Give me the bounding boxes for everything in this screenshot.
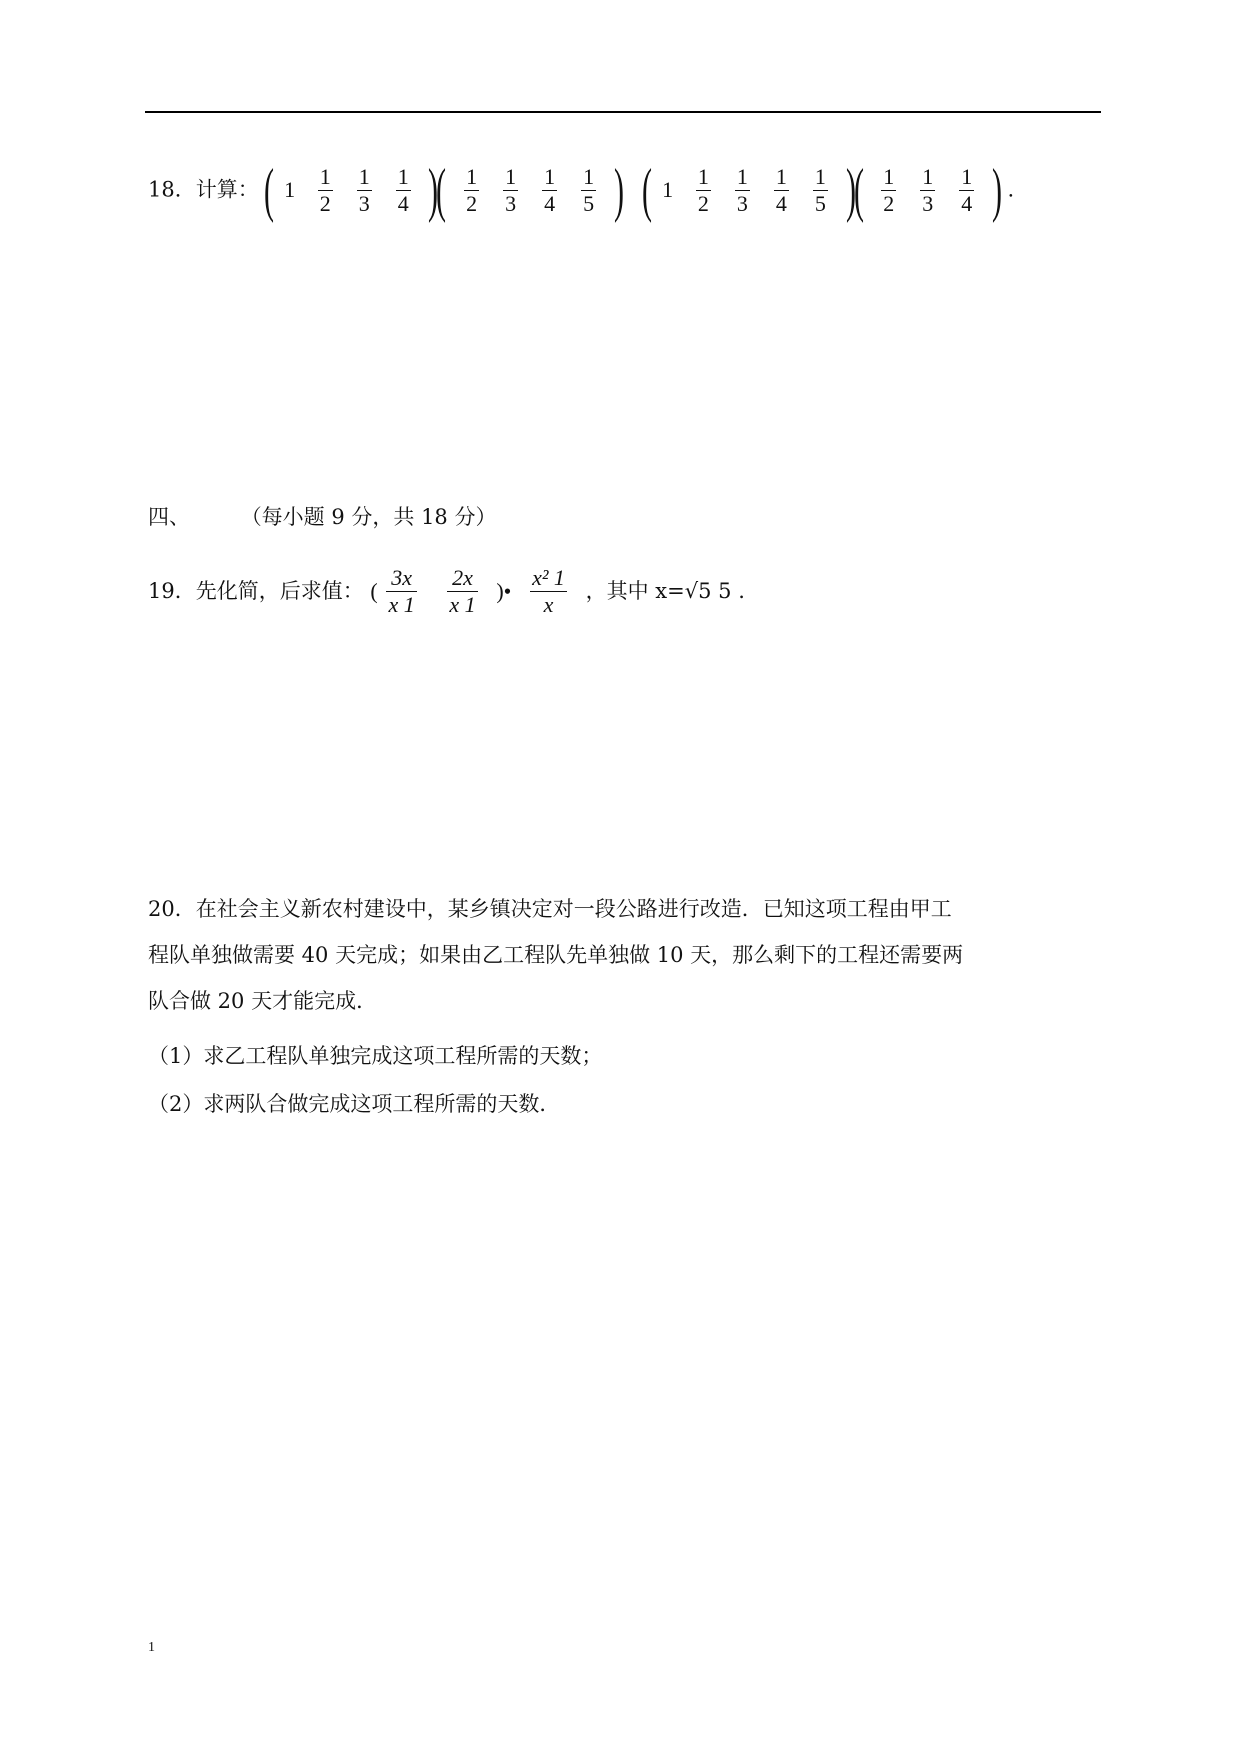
fraction: $\frac{1}{2}$ — [466, 163, 478, 216]
left-paren: ( — [853, 157, 864, 223]
fraction: $\frac{1}{2}$ — [319, 163, 331, 216]
fraction-3: $\frac{\text{x² 1}}{x}$ — [532, 565, 565, 617]
fraction: $\frac{1}{3}$ — [922, 163, 934, 216]
question-18-label: 18．计算： — [148, 177, 259, 202]
fraction: $\frac{1}{3}$ — [505, 163, 517, 216]
group-3-fractions — [684, 163, 840, 216]
question-20-line: 20．在社会主义新农村建设中，某乡镇决定对一段公路进行改造．已知这项工程由甲工 — [148, 897, 952, 921]
question-20-part-1: （1）求乙工程队单独完成这项工程所需的天数； — [148, 1044, 603, 1068]
fraction: $\frac{1}{5}$ — [814, 163, 826, 216]
right-paren: ) — [613, 157, 624, 223]
section-4-note: （每小题 9 分，共 18 分） — [240, 505, 497, 529]
right-paren: ) — [991, 157, 1002, 223]
question-20-line: 程队单独做需要 40 天完成；如果由乙工程队先单独做 10 天，那么剩下的工程还需要两 — [148, 943, 964, 967]
question-19-tail: ，其中 x=√5 5 . — [585, 579, 745, 603]
page-number: 1 — [148, 1640, 155, 1655]
fraction-2: $\frac{2x}{x 1}$ — [449, 565, 476, 617]
fraction: $\frac{1}{4}$ — [961, 163, 973, 216]
fraction: $\frac{1}{4}$ — [775, 163, 787, 216]
group-4-fractions — [869, 163, 986, 216]
fraction-1: $\frac{3x}{x 1}$ — [388, 565, 415, 617]
right-paren: ) — [428, 157, 439, 223]
question-20 — [148, 886, 1103, 1024]
question-18-end: . — [1007, 177, 1015, 202]
question-18 — [148, 157, 1015, 223]
header-rule — [145, 111, 1101, 113]
term-one: 1 — [284, 177, 296, 202]
section-4-heading — [148, 507, 496, 528]
left-paren: ( — [642, 157, 653, 223]
fraction: $\frac{1}{4}$ — [544, 163, 556, 216]
group-2-fractions — [452, 163, 608, 216]
fraction: $\frac{1}{2}$ — [883, 163, 895, 216]
fraction: $\frac{1}{3}$ — [736, 163, 748, 216]
question-19-label: 19．先化简，后求值： — [148, 579, 364, 603]
section-4-label: 四、 — [148, 505, 190, 529]
group-1-fractions — [306, 163, 423, 216]
question-19: 19．先化简，后求值： ( $\frac{3x}{x 1}$ $\frac{2x}{x 1}$ )• $\frac{\text{x² 1}}{x}$ ，其中 x=√5 5 . — [148, 565, 745, 617]
question-20-line: 队合做 20 天才能完成． — [148, 989, 378, 1013]
question-20-part-2: （2）求两队合做完成这项工程所需的天数． — [148, 1092, 561, 1116]
fraction: $\frac{1}{2}$ — [697, 163, 709, 216]
fraction: $\frac{1}{5}$ — [583, 163, 595, 216]
fraction: $\frac{1}{4}$ — [397, 163, 409, 216]
right-paren: ) — [845, 157, 856, 223]
fraction: $\frac{1}{3}$ — [358, 163, 370, 216]
left-paren: ( — [264, 157, 275, 223]
left-paren: ( — [436, 157, 447, 223]
term-one: 1 — [662, 177, 674, 202]
